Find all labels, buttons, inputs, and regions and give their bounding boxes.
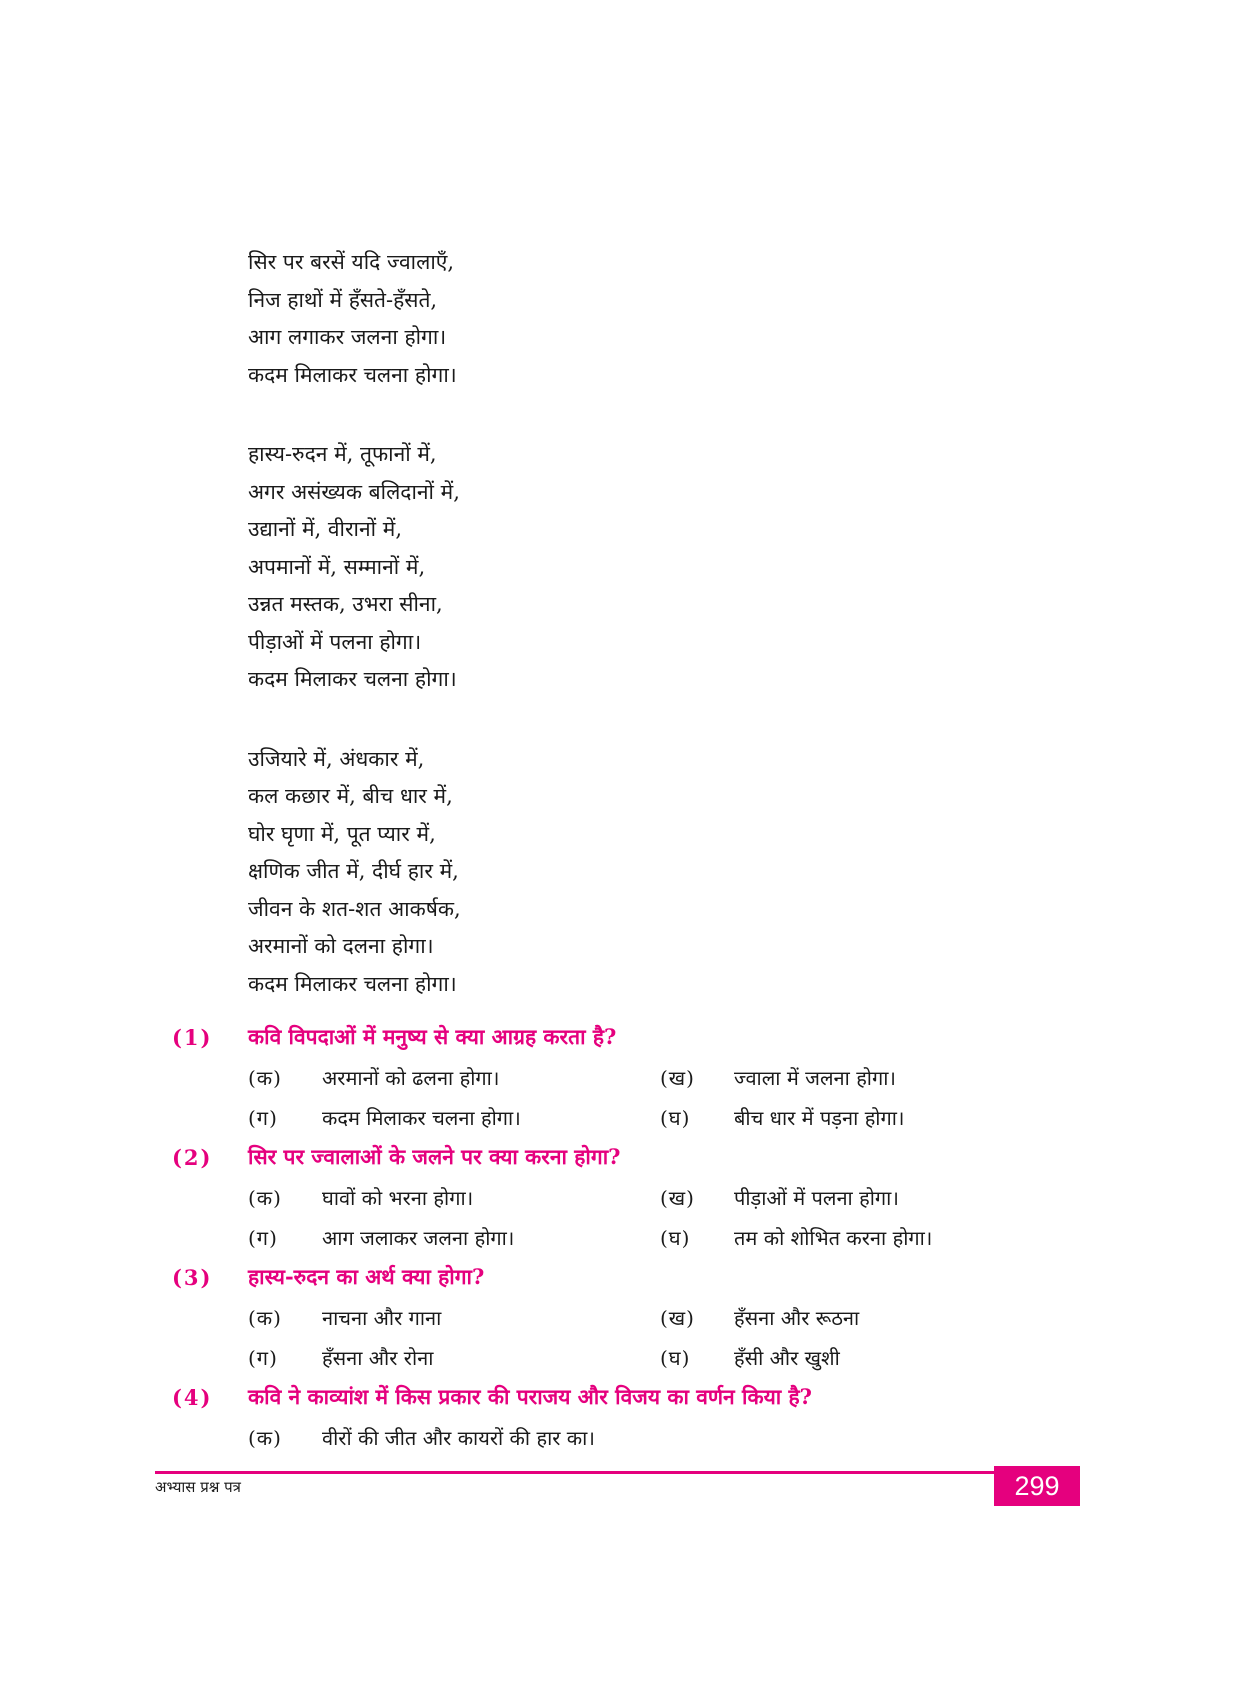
option-label: (ख) (660, 1185, 695, 1210)
poem-line: कदम मिलाकर चलना होगा। (248, 971, 457, 996)
poem-line: हास्य-रुदन में, तूफानों में, (248, 442, 437, 466)
poem-line: कल कछार में, बीच धार में, (248, 784, 453, 808)
poem-stanza-2 (248, 436, 948, 699)
option-gha[interactable] (660, 1344, 1072, 1371)
option-kha[interactable] (660, 1064, 1072, 1091)
option-label: (घ) (660, 1225, 691, 1250)
option-label: (घ) (660, 1105, 691, 1130)
option-label: (ग) (248, 1345, 278, 1370)
question-list (172, 1017, 1072, 1457)
option-text: कदम मिलाकर चलना होगा। (322, 1105, 521, 1130)
question-heading (172, 1377, 1072, 1417)
option-gha[interactable] (660, 1104, 1072, 1131)
poem-line: उद्यानों में, वीरानों में, (248, 517, 402, 541)
option-text: बीच धार में पड़ना होगा। (734, 1105, 905, 1130)
option-ka[interactable] (248, 1304, 660, 1331)
option-text: हँसी और खुशी (734, 1345, 840, 1370)
option-row (172, 1217, 1072, 1257)
poem-line: पीड़ाओं में पलना होगा। (248, 629, 422, 654)
question-number: (3) (172, 1264, 213, 1290)
option-label: (क) (248, 1185, 282, 1210)
poem-line: घोर घृणा में, पूत प्यार में, (248, 821, 436, 846)
poem-line: अगर असंख्यक बलिदानों में, (248, 479, 460, 504)
option-row (172, 1097, 1072, 1137)
poem-line: कदम मिलाकर चलना होगा। (248, 667, 457, 691)
question-heading (172, 1017, 1072, 1057)
footer-title: अभ्यास प्रश्न पत्र (155, 1478, 241, 1496)
poem-line: निज हाथों में हँसते-हँसते, (248, 287, 438, 312)
option-text: वीरों की जीत और कायरों की हार का। (322, 1425, 595, 1450)
option-ka[interactable] (248, 1064, 660, 1091)
option-text: घावों को भरना होगा। (322, 1185, 474, 1210)
option-label: (क) (248, 1425, 282, 1450)
option-ga[interactable] (248, 1344, 660, 1371)
option-gha[interactable] (660, 1224, 1072, 1251)
option-label: (ग) (248, 1225, 278, 1250)
option-text: हँसना और रोना (322, 1345, 434, 1370)
poem-line: उजियारे में, अंधकार में, (248, 746, 425, 771)
option-text: ज्वाला में जलना होगा। (734, 1065, 897, 1090)
footer-divider (155, 1471, 1080, 1474)
poem-line: जीवन के शत-शत आकर्षक, (248, 896, 461, 921)
option-row (172, 1337, 1072, 1377)
poem-line: कदम मिलाकर चलना होगा। (248, 362, 457, 387)
poem-line: सिर पर बरसें यदि ज्वालाएँ, (248, 250, 455, 274)
option-ga[interactable] (248, 1224, 660, 1251)
question-heading (172, 1137, 1072, 1177)
option-ga[interactable] (248, 1104, 660, 1131)
option-text: आग जलाकर जलना होगा। (322, 1225, 515, 1250)
poem-line: उन्नत मस्तक, उभरा सीना, (248, 592, 443, 616)
question-text: सिर पर ज्वालाओं के जलने पर क्या करना होगा? (248, 1144, 621, 1169)
question-3 (172, 1257, 1072, 1377)
option-label: (ख) (660, 1065, 695, 1090)
poem-line: अरमानों को दलना होगा। (248, 934, 434, 958)
question-4 (172, 1377, 1072, 1457)
poem-line: क्षणिक जीत में, दीर्घ हार में, (248, 859, 459, 883)
option-text: तम को शोभित करना होगा। (734, 1225, 933, 1250)
option-label: (ग) (248, 1105, 278, 1130)
question-number: (4) (172, 1384, 213, 1410)
option-label: (घ) (660, 1345, 691, 1370)
option-row (172, 1417, 1072, 1457)
poem-line: अपमानों में, सम्मानों में, (248, 554, 426, 579)
option-text: पीड़ाओं में पलना होगा। (734, 1185, 899, 1210)
option-label: (क) (248, 1065, 282, 1090)
poem-stanza-1 (248, 244, 948, 394)
option-label: (ख) (660, 1305, 695, 1330)
poem (248, 244, 948, 1045)
question-2 (172, 1137, 1072, 1257)
option-row (172, 1177, 1072, 1217)
option-text: नाचना और गाना (322, 1305, 442, 1330)
question-heading (172, 1257, 1072, 1297)
option-row (172, 1297, 1072, 1337)
question-text: कवि विपदाओं में मनुष्य से क्या आग्रह करता है? (248, 1024, 617, 1049)
option-ka[interactable] (248, 1424, 682, 1451)
option-text: अरमानों को ढलना होगा। (322, 1065, 500, 1090)
option-row (172, 1057, 1072, 1097)
question-1 (172, 1017, 1072, 1137)
option-text: हँसना और रूठना (734, 1305, 860, 1330)
option-kha[interactable] (660, 1184, 1072, 1211)
question-text: हास्य-रुदन का अर्थ क्या होगा? (248, 1264, 485, 1289)
poem-line: आग लगाकर जलना होगा। (248, 325, 447, 349)
poem-stanza-3 (248, 741, 948, 1004)
option-kha[interactable] (660, 1304, 1072, 1331)
question-number: (2) (172, 1144, 213, 1170)
question-number: (1) (172, 1024, 213, 1050)
page-number-badge: 299 (994, 1466, 1080, 1506)
option-label: (क) (248, 1305, 282, 1330)
option-ka[interactable] (248, 1184, 660, 1211)
question-text: कवि ने काव्यांश में किस प्रकार की पराजय और विजय का वर्णन किया है? (248, 1384, 812, 1409)
